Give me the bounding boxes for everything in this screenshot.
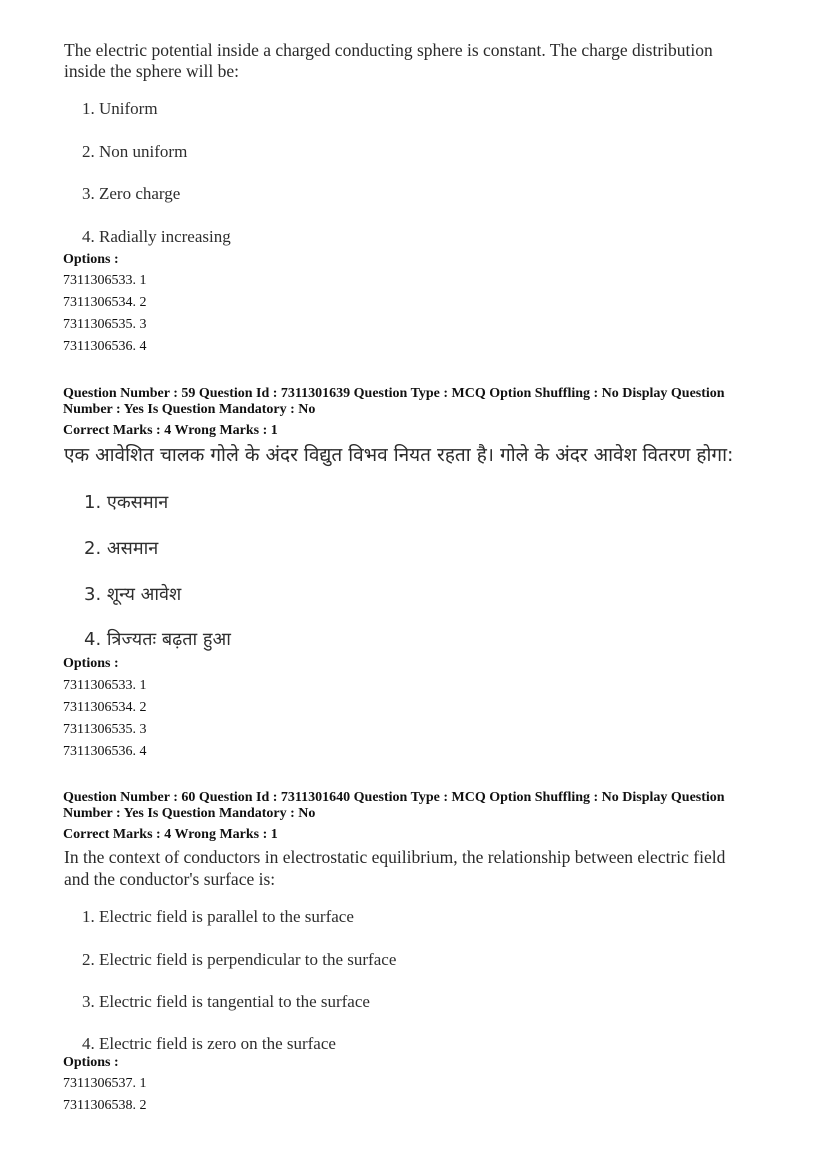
options-label: Options : [63, 1055, 119, 1070]
question-marks: Correct Marks : 4 Wrong Marks : 1 [63, 423, 278, 438]
answer-choice: 2. असमान [84, 538, 159, 559]
question-text-line: In the context of conductors in electrostatic equilibrium, the relationship between electric field [64, 847, 726, 867]
question-text-line: The electric potential inside a charged conducting sphere is constant. The charge distribution [64, 40, 713, 60]
option-id: 7311306534. 2 [63, 295, 147, 310]
question-meta: Number : Yes Is Question Mandatory : No [63, 402, 316, 417]
option-id: 7311306535. 3 [63, 317, 147, 332]
question-meta: Number : Yes Is Question Mandatory : No [63, 806, 316, 821]
answer-choice: 2. Non uniform [82, 142, 188, 161]
options-label: Options : [63, 656, 119, 671]
question-marks: Correct Marks : 4 Wrong Marks : 1 [63, 827, 278, 842]
answer-choice: 4. Radially increasing [82, 227, 231, 246]
answer-choice: 3. Electric field is tangential to the surface [82, 992, 370, 1011]
option-id: 7311306533. 1 [63, 678, 147, 693]
answer-choice: 4. Electric field is zero on the surface [82, 1034, 336, 1053]
option-id: 7311306536. 4 [63, 339, 147, 354]
question-text-line: inside the sphere will be: [64, 61, 239, 81]
question-text-line: एक आवेशित चालक गोले के अंदर विद्युत विभव नियत रहता है। गोले के अंदर आवेश वितरण होगा: [64, 444, 734, 466]
option-id: 7311306535. 3 [63, 722, 147, 737]
answer-choice: 1. Electric field is parallel to the surface [82, 907, 354, 926]
question-meta: Question Number : 60 Question Id : 7311301640 Question Type : MCQ Option Shuffling : No Display Question [63, 790, 725, 805]
answer-choice: 1. एकसमान [84, 492, 169, 513]
option-id: 7311306538. 2 [63, 1098, 147, 1113]
option-id: 7311306536. 4 [63, 744, 147, 759]
options-label: Options : [63, 252, 119, 267]
question-meta: Question Number : 59 Question Id : 7311301639 Question Type : MCQ Option Shuffling : No Display Question [63, 386, 725, 401]
answer-choice: 3. शून्य आवेश [84, 584, 182, 605]
question-text-line: and the conductor's surface is: [64, 869, 276, 889]
answer-choice: 3. Zero charge [82, 184, 181, 203]
answer-choice: 4. त्रिज्यतः बढ़ता हुआ [84, 629, 231, 650]
answer-choice: 1. Uniform [82, 99, 158, 118]
option-id: 7311306537. 1 [63, 1076, 147, 1091]
option-id: 7311306533. 1 [63, 273, 147, 288]
answer-choice: 2. Electric field is perpendicular to the surface [82, 950, 397, 969]
option-id: 7311306534. 2 [63, 700, 147, 715]
